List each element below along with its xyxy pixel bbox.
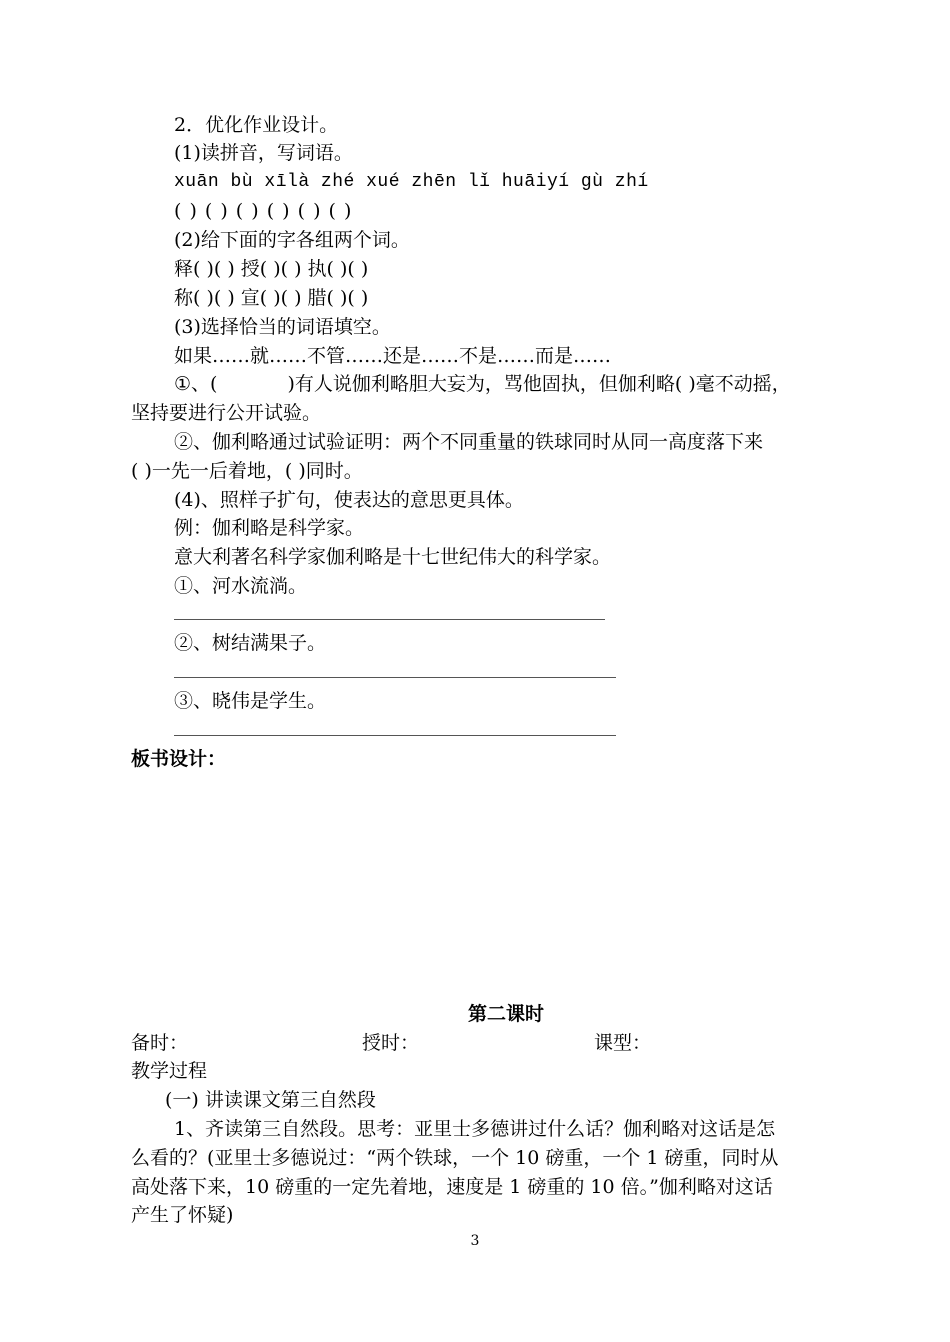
board-design-heading: 板书设计： <box>131 748 227 770</box>
pinyin-line: xuān bù xīlà zhé xué zhēn lǐ huāiyí gù zhí <box>174 172 649 192</box>
fill-item-2-continued: ( )一先一后着地，( )同时。 <box>131 460 363 482</box>
paragraph-line-1: 1、齐读第三自然段。思考：亚里士多德讲过什么话？伽利略对这话是怎 <box>174 1118 776 1140</box>
paragraph-line-4: 产生了怀疑) <box>131 1204 234 1226</box>
expand-item-1: ①、河水流淌。 <box>174 575 308 597</box>
word-group-row-2: 称( )( ) 宣( )( ) 腊( )( ) <box>174 287 369 309</box>
fill-item-2: ②、伽利略通过试验证明：两个不同重量的铁球同时从同一高度落下来 <box>174 431 764 453</box>
answer-line-1 <box>174 619 605 620</box>
teach-time-label: 授时： <box>362 1032 420 1054</box>
fill-item-1 <box>174 370 791 398</box>
pinyin-blanks: ( ) ( ) ( ) ( ) ( ) ( ) <box>174 200 352 222</box>
lesson-2-title: 第二课时 <box>467 1003 544 1025</box>
question-4-label: (4)、照样子扩句，使表达的意思更具体。 <box>174 489 524 511</box>
conjunction-options: 如果……就……不管……还是……不是……而是…… <box>174 345 612 367</box>
example-expanded: 意大利著名科学家伽利略是十七世纪伟大的科学家。 <box>174 546 612 568</box>
fill-item-1-continued: 坚持要进行公开试验。 <box>131 402 322 424</box>
paragraph-line-3: 高处落下来，10 磅重的一定先着地，速度是 1 磅重的 10 倍。”伽利略对这话 <box>131 1176 773 1198</box>
fill-item-1-text: )有人说伽利略胆大妄为，骂他固执，但伽利略( )毫不动摇， <box>287 373 791 395</box>
fill-item-1-start: ①、( <box>174 373 218 395</box>
page-number: 3 <box>470 1233 480 1249</box>
expand-item-2: ②、树结满果子。 <box>174 632 327 654</box>
example-sentence: 例：伽利略是科学家。 <box>174 517 365 539</box>
answer-line-3 <box>174 735 616 736</box>
answer-line-2 <box>174 677 616 678</box>
paragraph-line-2: 么看的？(亚里士多德说过：“两个铁球，一个 10 磅重，一个 1 磅重，同时从 <box>131 1147 779 1169</box>
teaching-process-label: 教学过程 <box>131 1060 208 1082</box>
lesson-type-label: 课型： <box>594 1032 652 1054</box>
word-group-row-1: 释( )( ) 授( )( ) 执( )( ) <box>174 258 369 280</box>
question-2-label: (2)给下面的字各组两个词。 <box>174 229 410 251</box>
prep-time-label: 备时： <box>131 1032 189 1054</box>
expand-item-3: ③、晓伟是学生。 <box>174 690 327 712</box>
question-3-label: (3)选择恰当的词语填空。 <box>174 316 391 338</box>
section-1-heading: (一) 讲读课文第三自然段 <box>165 1089 376 1111</box>
homework-title: 2．优化作业设计。 <box>174 114 339 136</box>
question-1-label: (1)读拼音，写词语。 <box>174 142 353 164</box>
